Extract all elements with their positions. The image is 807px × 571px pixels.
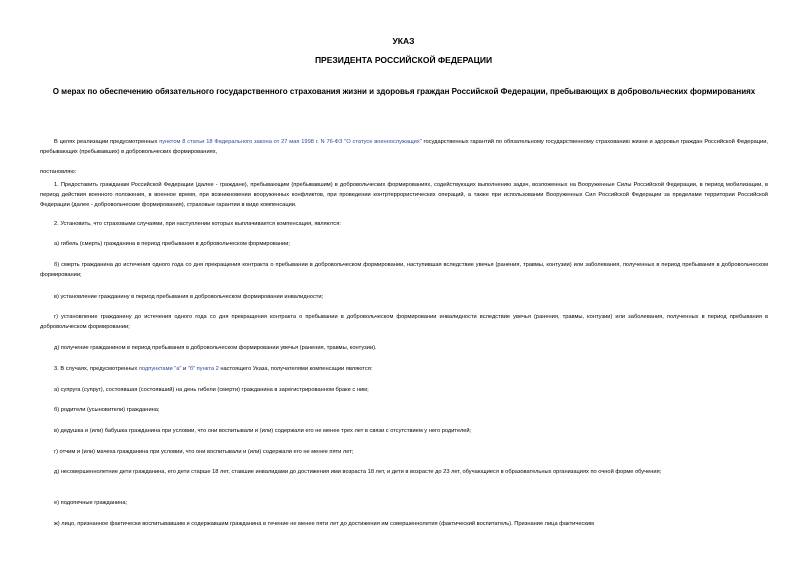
doc-issuer: ПРЕЗИДЕНТА РОССИЙСКОЙ ФЕДЕРАЦИИ bbox=[314, 55, 493, 65]
paragraph-3a: а) супруга (супруг), состоявшая (состоявший) на день гибели (смерти) гражданина в зарегистрированном браке с ним; bbox=[54, 387, 369, 393]
paragraph-1: 1. Предоставить гражданам Российской Федерации (далее - граждане), пребывающим (пребывавшим) в добровольческих формированиях, содействующих выполнению задач, возложенных на Вооруженные Силы Российской Федерации, в период мобилизации, в период действия военного положения, в военное время, при возникновении вооруженных конфликтов, при проведении контртеррористических операций, а также при использовании Вооруженных Сил Российской Федерации за пределами территории Российской Федерации (далее - добровольческие формирования), страховые гарантии в виде компенсации. bbox=[40, 182, 768, 208]
subparagraph-b-link[interactable]: "б" пункта 2 bbox=[187, 366, 219, 372]
paragraph-2: 2. Установить, что страховыми случаями, при наступлении которых выплачивается компенсация, являются: bbox=[54, 221, 341, 227]
paragraph-3d: г) отчим и (или) мачеха гражданина при условии, что они воспитывали и (или) содержали его не менее пяти лет; bbox=[54, 449, 354, 455]
intro-paragraph: В целях реализации предусмотренных пунктом 8 статьи 18 Федерального закона от 27 мая 1998 г. N 76-ФЗ "О статусе военнослужащих" государственных гарантий по обязательному государственному страхованию жизни и здоровья граждан Российской Федерации, пребывающих (пребывавших) в добровольческих формированиях, bbox=[40, 139, 768, 155]
paragraph-3g: ж) лицо, признанное фактически воспитывавшим и содержавшим гражданина в течение не менее пяти лет до достижения им совершеннолетия (фактический воспитатель). Признание лица фактическим bbox=[54, 521, 594, 527]
paragraph-3f: е) подопечные гражданина; bbox=[54, 500, 128, 506]
paragraph-2b: б) смерть гражданина до истечения одного года со дня прекращения контракта о пребывании в добровольческом формировании, наступившая вследствие увечья (ранения, травмы, контузии) или заболевания, полученных в период пребывания в добровольческом формировании; bbox=[40, 262, 768, 278]
subparagraph-a-link[interactable]: подпунктами "а" bbox=[138, 366, 182, 372]
paragraph-3c: в) дедушка и (или) бабушка гражданина при условии, что они воспитывали и (или) содержали его не менее трех лет в связи с отсутствием у него родителей; bbox=[54, 428, 472, 434]
paragraph-3e: д) несовершеннолетние дети гражданина, его дети старше 18 лет, ставшие инвалидами до достижения ими возраста 18 лет, и дети в возрасте до 23 лет, обучающиеся в образовательных организациях по очной форме обучения; bbox=[54, 469, 662, 475]
law-link[interactable]: пунктом 8 статьи 18 Федерального закона от 27 мая 1998 г. N 76-ФЗ "О статусе военнослужащих" bbox=[159, 139, 422, 145]
paragraph-2a: а) гибель (смерть) гражданина в период пребывания в добровольческом формировании; bbox=[54, 241, 290, 247]
paragraph-2d: г) установление гражданину до истечения одного года со дня прекращения контракта о пребывании в добровольческом формировании инвалидности вследствие увечья (ранения, травмы, контузии) или заболевания, полученных в период пребывания в добровольческом формировании; bbox=[40, 314, 768, 330]
decree-word: постановляю: bbox=[40, 169, 77, 175]
paragraph-2c: в) установление гражданину в период пребывания в добровольческом формировании инвалидности; bbox=[54, 294, 324, 300]
paragraph-3: 3. В случаях, предусмотренных подпунктами "а" и "б" пункта 2 настоящего Указа, получателями компенсации являются: bbox=[54, 366, 373, 372]
paragraph-3b: б) родители (усыновители) гражданина; bbox=[54, 407, 160, 413]
doc-subject: О мерах по обеспечению обязательного государственного страхования жизни и здоровья граждан Российской Федерации, пребывающих в добровольческих формированиях bbox=[52, 87, 756, 96]
paragraph-2e: д) получение гражданином в период пребывания в добровольческом формировании увечья (ранения, травмы, контузии). bbox=[54, 345, 377, 351]
doc-title: УКАЗ bbox=[392, 36, 415, 46]
